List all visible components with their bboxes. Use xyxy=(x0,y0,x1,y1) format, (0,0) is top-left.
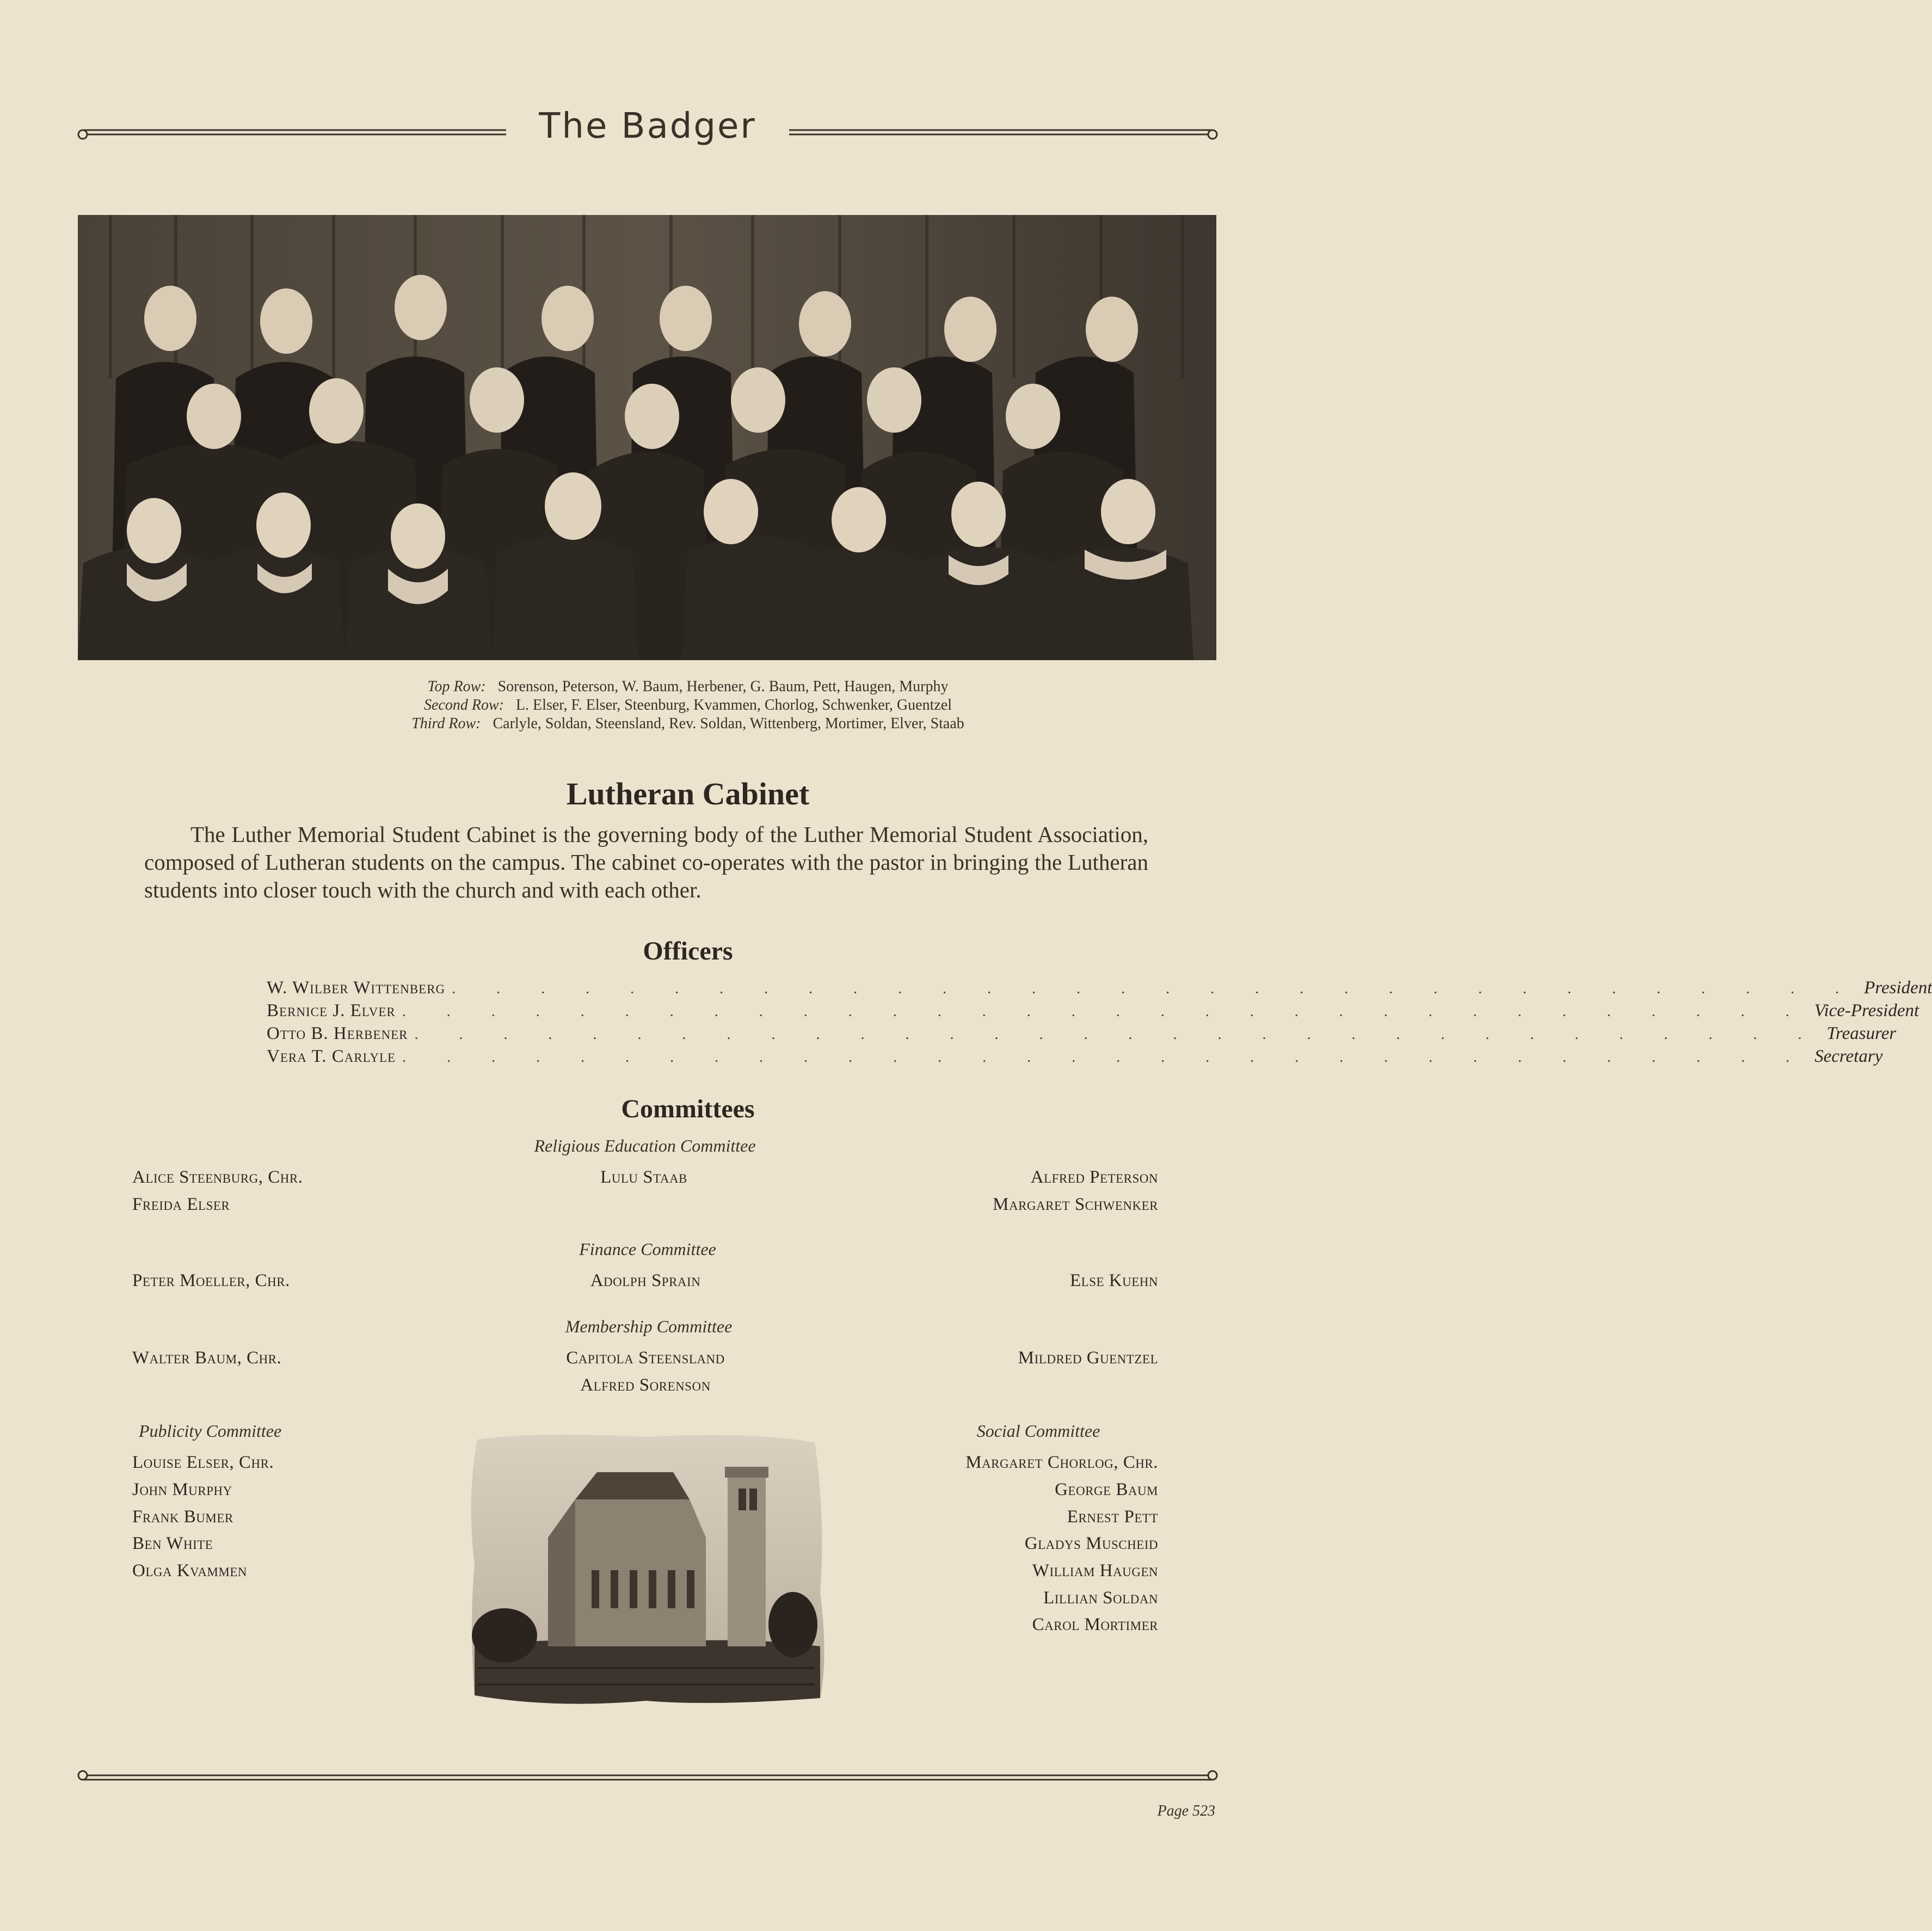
committee-member: Frank Bumer xyxy=(132,1507,233,1527)
officer-row xyxy=(267,1024,1897,1047)
committee-member: Capitola Steensland xyxy=(566,1348,725,1368)
group-photograph xyxy=(78,215,1216,660)
officer-row xyxy=(267,1001,1919,1024)
caption-row-label: Top Row: xyxy=(427,678,486,695)
officer-role: Secretary xyxy=(1814,1047,1883,1066)
page-number: Page 523 xyxy=(1157,1803,1215,1819)
membership-committee-title: Membership Committee xyxy=(565,1317,733,1336)
committee-member: Gladys Muscheid xyxy=(1024,1534,1158,1553)
caption-row-top xyxy=(0,678,1376,696)
page-title: Lutheran Cabinet xyxy=(566,776,810,811)
committee-member: Else Kuehn xyxy=(1069,1271,1158,1290)
caption-row-names: Sorenson, Peterson, W. Baum, Herbener, G. Baum, Pett, Haugen, Murphy xyxy=(497,678,949,695)
committee-member: Mildred Guentzel xyxy=(1018,1348,1158,1368)
religious-committee-title: Religious Education Committee xyxy=(534,1136,756,1155)
officer-role: Treasurer xyxy=(1826,1024,1897,1043)
page-header xyxy=(76,106,1219,155)
leader-dots: . . . . . . . . . . . . . . . . . . . . . . . . . . . . . . . . xyxy=(402,1003,1808,1020)
finance-committee-title: Finance Committee xyxy=(579,1239,716,1259)
leader-dots: . . . . . . . . . . . . . . . . . . . . . . . . . . . . . . . . xyxy=(414,1026,1820,1043)
committee-member: Ben White xyxy=(132,1534,213,1553)
publicity-committee-title: Publicity Committee xyxy=(139,1421,282,1441)
committee-member: Alice Steenburg, Chr. xyxy=(132,1167,303,1187)
officers-heading: Officers xyxy=(643,937,733,966)
caption-row-names: L. Elser, F. Elser, Steenburg, Kvammen, Chorlog, Schwenker, Guentzel xyxy=(515,697,952,714)
committee-member: Peter Moeller, Chr. xyxy=(132,1271,290,1290)
committees-heading: Committees xyxy=(621,1094,755,1123)
committee-member: Alfred Peterson xyxy=(1030,1167,1158,1187)
officer-name: Bernice J. Elver xyxy=(267,1001,396,1020)
caption-row-label: Second Row: xyxy=(423,697,504,714)
officer-name: Otto B. Herbener xyxy=(267,1024,408,1043)
officer-row xyxy=(267,1047,1883,1069)
committee-member: Alfred Sorenson xyxy=(580,1375,711,1395)
caption-row-third xyxy=(0,715,1376,733)
committee-member: Adolph Sprain xyxy=(590,1271,701,1290)
committee-member: William Haugen xyxy=(1032,1561,1158,1581)
intro-text: The Luther Memorial Student Cabinet is the governing body of the Luther Memorial Student Association, composed of Lutheran students on the campus. The cabinet co-operates with the pastor in bringing the Lutheran students into closer touch with the church and with each other. xyxy=(144,822,1148,902)
social-committee-title: Social Committee xyxy=(976,1421,1100,1441)
officer-row xyxy=(267,978,1932,1001)
intro-paragraph xyxy=(144,821,1148,904)
leader-dots: . . . . . . . . . . . . . . . . . . . . . . . . . . . . . . . . xyxy=(402,1049,1808,1066)
committee-member: Carol Mortimer xyxy=(1032,1615,1158,1634)
committee-member: Ernest Pett xyxy=(1067,1507,1158,1527)
footer-rule xyxy=(76,1769,1219,1785)
committee-member: John Murphy xyxy=(132,1480,232,1499)
committee-member: Louise Elser, Chr. xyxy=(132,1453,274,1472)
officer-role: President xyxy=(1864,978,1932,998)
caption-row-names: Carlyle, Soldan, Steensland, Rev. Soldan, Wittenberg, Mortimer, Elver, Staab xyxy=(493,715,964,732)
photo-caption xyxy=(0,678,1376,733)
committee-member: Olga Kvammen xyxy=(132,1561,247,1581)
officers-list xyxy=(267,978,1932,1069)
committee-member: Lillian Soldan xyxy=(1043,1588,1158,1608)
committee-member: Walter Baum, Chr. xyxy=(132,1348,282,1368)
officer-name: Vera T. Carlyle xyxy=(267,1047,396,1066)
header-rule-right xyxy=(789,127,1219,134)
caption-row-label: Third Row: xyxy=(411,715,481,732)
committee-member: Margaret Chorlog, Chr. xyxy=(965,1453,1158,1472)
committee-member: Freida Elser xyxy=(132,1195,230,1214)
committee-member: Margaret Schwenker xyxy=(993,1195,1158,1214)
officer-name: W. Wilber Wittenberg xyxy=(267,978,446,998)
page-header-title: The Badger xyxy=(539,106,756,146)
officer-role: Vice-President xyxy=(1814,1001,1919,1020)
caption-row-second xyxy=(0,696,1376,715)
church-photograph xyxy=(466,1429,826,1706)
leader-dots: . . . . . . . . . . . . . . . . . . . . . . . . . . . . . . . . xyxy=(452,980,1858,997)
committee-member: Lulu Staab xyxy=(600,1167,687,1187)
committee-member: George Baum xyxy=(1055,1480,1158,1499)
